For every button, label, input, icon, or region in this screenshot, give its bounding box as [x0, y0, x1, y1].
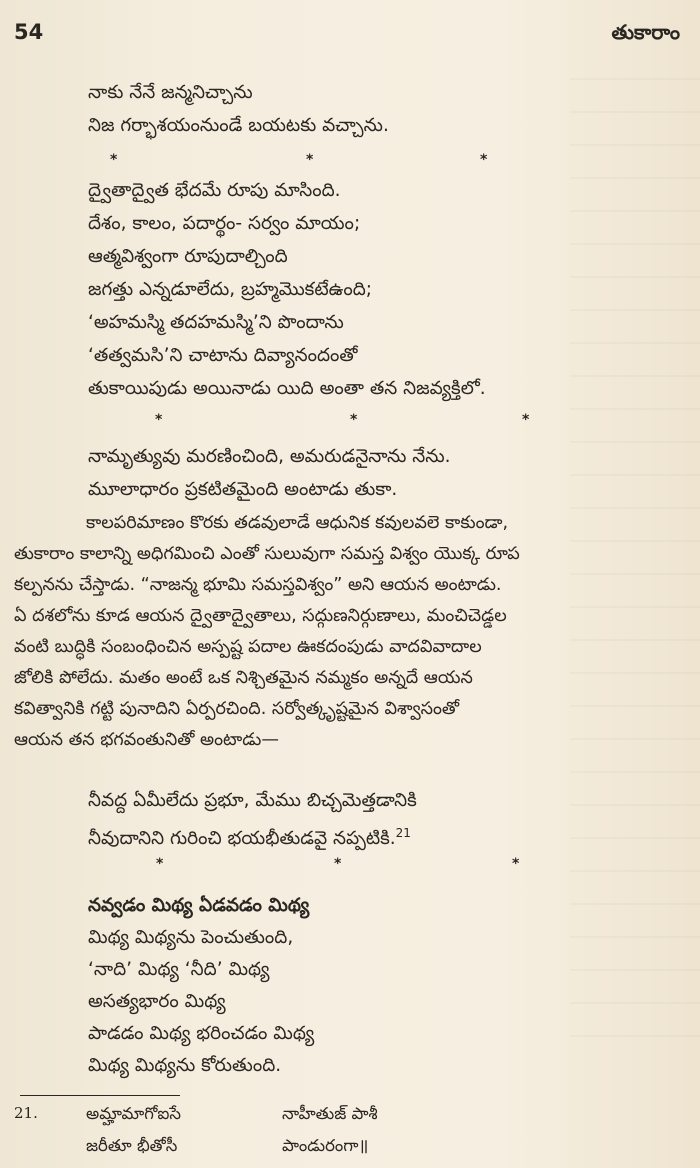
poem-line: అసత్యభారం మిథ్య: [88, 991, 226, 1012]
poem-line: నాకు నేనే జన్మనిచ్చాను: [88, 82, 253, 103]
footnote-number: 21.: [14, 1104, 38, 1122]
separator-star: *: [522, 412, 530, 428]
prose-line: వంటి బుద్ధికి సంబంధించిన అస్పష్ట పదాల ఊకదంపుడు వాదవివాదాల: [14, 637, 482, 657]
poem-line: మిథ్య మిథ్యను పెంచుతుంది,: [88, 927, 294, 948]
poem-line: ‘తత్వమసి’ని చాటాను దివ్యానందంతో: [88, 345, 358, 366]
prose-line: జోలికి పోలేదు. మతం అంటే ఒక నిశ్చితమైన నమ్మకం అన్నదే ఆయన: [14, 668, 473, 688]
section-separator: [0, 412, 700, 432]
separator-star: *: [480, 152, 488, 168]
prose-paragraph: [14, 508, 686, 756]
section-separator: [0, 856, 700, 876]
poem-line: నవ్వడం మిథ్య ఏడవడం మిథ్య: [88, 895, 310, 916]
footnote-line: జరీతూ భీతోసీ: [86, 1136, 178, 1155]
prose-line: తుకారాం కాలాన్ని అధిగమించి ఎంతో సులువుగా సమస్త విశ్వం యొక్క రూప: [14, 544, 520, 564]
footnote-reference: 21: [395, 826, 411, 840]
poem-line: జగత్తు ఎన్నడూలేదు, బ్రహ్మమొకటేఉంది;: [88, 279, 373, 300]
prose-line: కవిత్వానికి గట్టి పునాదిని ఏర్పరచింది. సర్వోత్కృష్టమైన విశ్వాసంతో: [14, 699, 460, 719]
poem-stanza-4: [88, 784, 417, 850]
page-number: 54: [14, 20, 44, 44]
separator-star: *: [334, 856, 342, 872]
poem-line: దేశం, కాలం, పదార్థం- సర్వం మాయం;: [88, 213, 361, 234]
separator-star: *: [306, 152, 314, 168]
prose-line: కాలపరిమాణం కొరకు తడవులాడే ఆధునిక కవులవలె కాకుండా,: [86, 513, 509, 533]
prose-line: ఆయన తన భగవంతునితో అంటాడు—: [14, 730, 279, 750]
separator-star: *: [350, 412, 358, 428]
footnote-line: పాండురంగా॥: [282, 1136, 369, 1155]
prose-line: కల్పనను చేస్తాడు. “నాజన్మ భూమి సమస్తవిశ్వం” అని ఆయన అంటాడు.: [14, 575, 502, 595]
poem-line: నామృత్యువు మరణించింది, అమరుడనైనాను నేను.: [88, 446, 451, 467]
footnote-column-right: [282, 1098, 378, 1162]
poem-line: [88, 817, 417, 850]
prose-line: ఏ దశలోను కూడ ఆయన ద్వైతాద్వైతాలు, సద్గుణనిర్గుణాలు, మంచిచెడ్డల: [14, 606, 507, 626]
poem-line: మూలాధారం ప్రకటితమైంది అంటాడు తుకా.: [88, 479, 398, 500]
poem-line: ద్వైతాద్వైత భేదమే రూపు మాసింది.: [88, 180, 341, 201]
separator-star: *: [155, 412, 163, 428]
poem-line: ‘నాది’ మిథ్య ‘నీది’ మిథ్య: [88, 959, 270, 980]
separator-star: *: [110, 152, 118, 168]
footnote-line: అమ్హామాగోఐసే: [86, 1104, 181, 1123]
poem-line-text: నీవుదానిని గురించి భయభీతుడవై నప్పటికి.: [88, 828, 396, 850]
poem-line: పాడడం మిథ్య భరించడం మిథ్య: [88, 1023, 315, 1044]
running-title: తుకారాం: [611, 20, 680, 44]
footnote-line: నాహీతుజ్ పాశీ: [282, 1104, 378, 1123]
separator-star: *: [156, 856, 164, 872]
poem-line: ఆత్మవిశ్వంగా రూపుదాల్చింది: [88, 246, 288, 267]
poem-line: తుకాయిపుడు అయినాడు యిది అంతా తన నిజవ్యక్తిలో.: [88, 378, 486, 399]
footnote-rule: [20, 1095, 180, 1096]
poem-stanza-2: [88, 174, 486, 405]
separator-star: *: [512, 856, 520, 872]
section-separator: [0, 152, 700, 172]
poem-stanza-5: [88, 890, 314, 1082]
poem-line: నీవద్ద ఏమీలేదు ప్రభూ, మేము బిచ్చమెత్తడానికి: [88, 790, 417, 811]
poem-stanza-3: [88, 440, 450, 506]
poem-line: నిజ గర్భాశయంనుండే బయటకు వచ్చాను.: [88, 115, 389, 136]
poem-line: ‘అహమస్మి తదహమస్మి’ని పొందాను: [88, 312, 344, 333]
poem-line: మిథ్య మిథ్యను కోరుతుంది.: [88, 1055, 282, 1076]
footnote-column-left: [86, 1098, 181, 1162]
poem-stanza-1: [88, 76, 389, 142]
